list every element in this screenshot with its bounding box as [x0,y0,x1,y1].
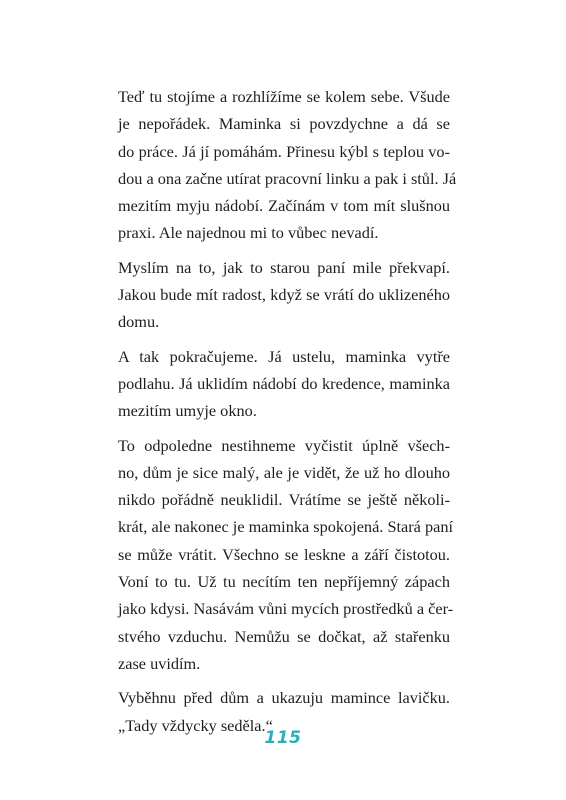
text-line: „Tady vždycky seděla.“ [118,715,273,735]
paragraph [118,83,457,247]
text-line: Voní to tu. Už tu necítím ten nepříjemný zápach [118,572,450,592]
body-text [118,83,457,739]
paragraph [118,254,450,336]
text-line: do práce. Já jí pomáhám. Přinesu kýbl s teplou vo- [118,141,450,161]
text-line: mezitím myju nádobí. Začínám v tom mít slušnou [118,196,450,216]
paragraph-gap [118,677,450,684]
text-line: nikdo pořádně neuklidil. Vrátíme se ještě několi- [118,490,450,510]
text-line: Myslím na to, jak to starou paní mile překvapí. [118,257,450,277]
text-line: mezitím umyje okno. [118,401,257,421]
paragraph-gap [118,425,450,432]
page-number: 115 [264,728,302,748]
text-line: krát, ale nakonec je maminka spokojená. Stará paní [118,517,453,537]
text-line: praxi. Ale najednou mi to vůbec nevadí. [118,223,379,243]
text-line: stvého vzduchu. Nemůžu se dočkat, až stařenku [118,626,450,646]
text-line: se může vrátit. Všechno se leskne a září čistotou. [118,544,450,564]
text-line: je nepořádek. Maminka si povzdychne a dá se [118,114,450,134]
text-line: Vyběhnu před dům a ukazuju mamince lavičku. [118,688,450,708]
text-line: Teď tu stojíme a rozhlížíme se kolem sebe. Všude [118,87,450,106]
paragraph-gap [118,247,450,254]
text-line: Jakou bude mít radost, když se vrátí do uklizeného [118,285,450,305]
paragraph [118,343,450,425]
text-line: podlahu. Já uklidím nádobí do kredence, maminka [118,373,450,393]
text-line: no, dům je sice malý, ale je vidět, že už ho dlouho [118,462,450,482]
text-line: dou a ona začne utírat pracovní linku a pak i stůl. Já [118,168,457,188]
paragraph-gap [118,336,450,343]
text-line: A tak pokračujeme. Já ustelu, maminka vytře [118,346,450,366]
text-line: domu. [118,312,160,332]
text-line: jako kdysi. Nasávám vůni mycích prostředků a čer- [118,599,454,619]
text-line: To odpoledne nestihneme vyčistit úplně všech- [118,435,450,455]
paragraph [118,432,454,678]
text-line: zase uvidím. [118,653,201,673]
